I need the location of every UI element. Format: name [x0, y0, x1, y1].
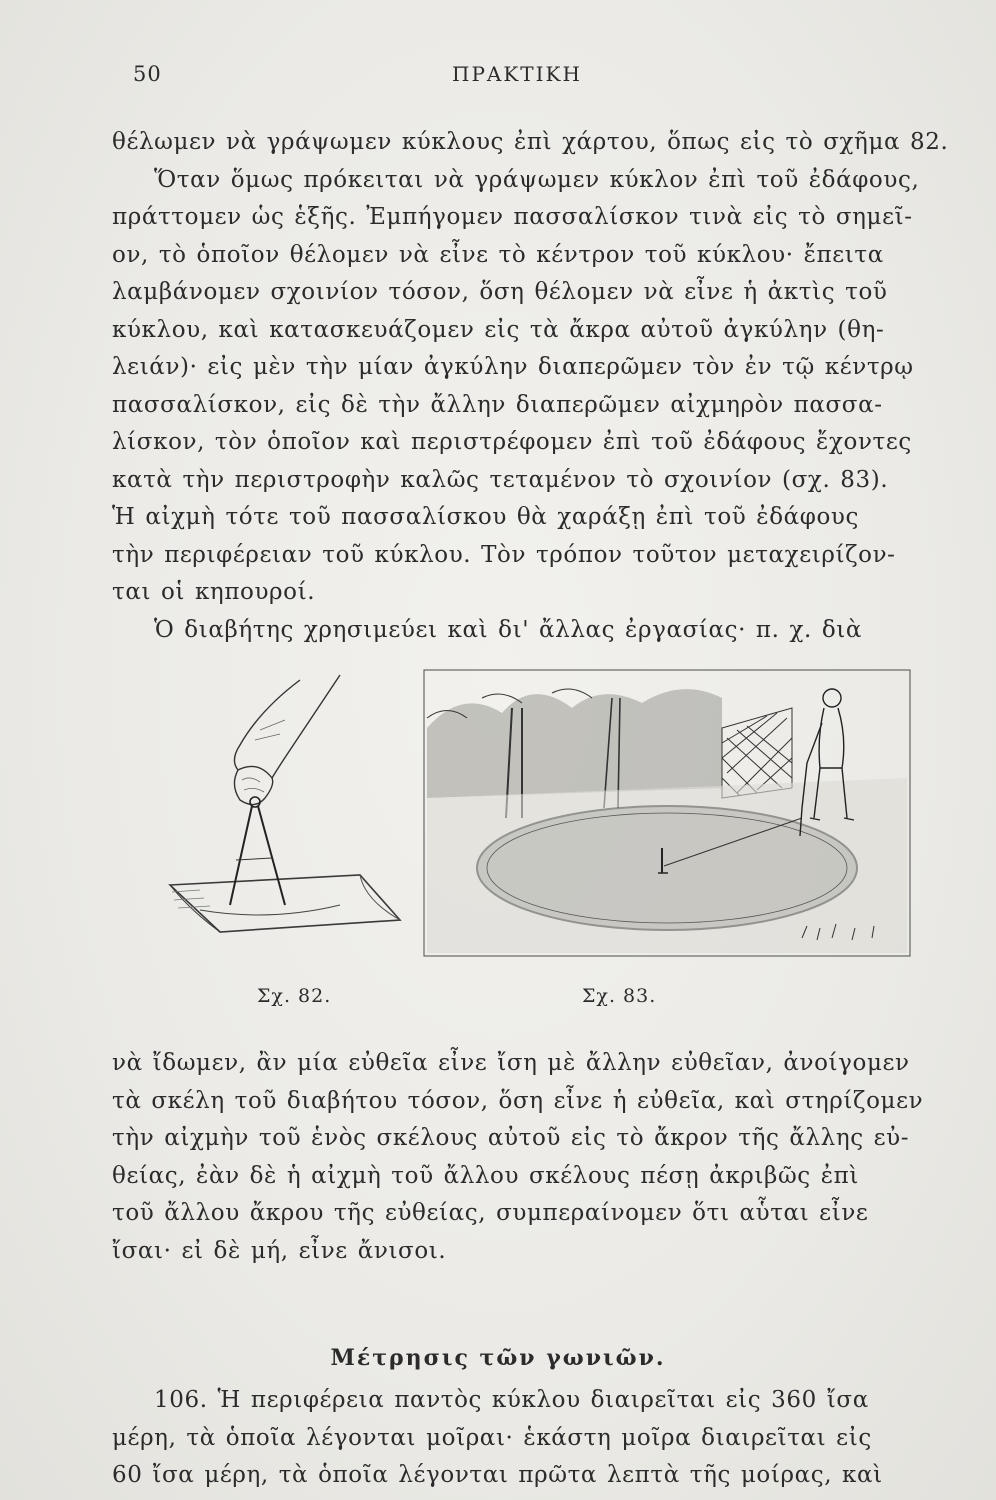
text-line: Ὅταν ὅμως πρόκειται νὰ γράψωμεν κύκλον ἐπὶ τοῦ ἐδάφους,	[154, 166, 920, 193]
text-line: νὰ ἴδωμεν, ἂν μία εὐθεῖα εἶνε ἴση μὲ ἄλλην εὐθεῖαν, ἀνοίγομεν	[112, 1050, 910, 1076]
figure-82-compass	[160, 660, 420, 960]
page-number: 50	[133, 62, 162, 86]
text-line: ἴσαι· εἰ δὲ μή, εἶνε ἄνισοι.	[112, 1237, 447, 1264]
text-line: λαμβάνομεν σχοινίον τόσον, ὅση θέλομεν νὰ εἶνε ἡ ἀκτὶς τοῦ	[112, 279, 888, 305]
text-line: 106. Ἡ περιφέρεια παντὸς κύκλου διαιρεῖται εἰς 360 ἴσα	[154, 1387, 869, 1413]
gardener-drawing	[422, 668, 912, 958]
text-line: ον, τὸ ὁποῖον θέλομεν νὰ εἶνε τὸ κέντρον τοῦ κύκλου· ἔπειτα	[112, 241, 884, 268]
text-line: λίσκον, τὸν ὁποῖον καὶ περιστρέφομεν ἐπὶ τοῦ ἐδάφους ἔχοντες	[112, 429, 912, 455]
running-title: ΠΡΑΚΤΙΚΗ	[452, 62, 582, 86]
text-line: Ὁ διαβήτης χρησιμεύει καὶ δι' ἄλλας ἐργασίας· π. χ. διὰ	[154, 616, 863, 643]
section-title: Μέτρησις τῶν γωνιῶν.	[330, 1345, 666, 1371]
text-line: λειάν)· εἰς μὲν τὴν μίαν ἀγκύλην διαπερῶμεν τὸν ἐν τῷ κέντρῳ	[112, 354, 914, 380]
paragraph-compass-circles	[112, 124, 952, 649]
text-line: Ἡ αἰχμὴ τότε τοῦ πασσαλίσκου θὰ χαράξῃ ἐπὶ τοῦ ἐδάφους	[112, 504, 859, 530]
paragraph-compare-lines	[112, 1045, 952, 1270]
text-line: κύκλου, καὶ κατασκευάζομεν εἰς τὰ ἄκρα αὐτοῦ ἀγκύλην (θη-	[112, 316, 885, 343]
text-line: τὰ σκέλη τοῦ διαβήτου τόσον, ὅση εἶνε ἡ εὐθεῖα, καὶ στηρίζομεν	[112, 1087, 924, 1114]
paragraph-angle-measurement	[112, 1382, 952, 1495]
text-line: τὴν αἰχμὴν τοῦ ἑνὸς σκέλους αὐτοῦ εἰς τὸ ἄκρον τῆς ἄλλης εὐ-	[112, 1125, 910, 1151]
text-line: τὴν περιφέρειαν τοῦ κύκλου. Τὸν τρόπον τοῦτον μεταχειρίζον-	[112, 541, 896, 568]
text-line: πασσαλίσκον, εἰς δὲ τὴν ἄλλην διαπερῶμεν αἰχμηρὸν πασσα-	[112, 391, 883, 418]
text-line: θείας, ἐὰν δὲ ἡ αἰχμὴ τοῦ ἄλλου σκέλους πέσῃ ἀκριβῶς ἐπὶ	[112, 1162, 859, 1189]
figure-83-caption: Σχ. 83.	[582, 985, 657, 1007]
figure-83-gardener	[422, 668, 912, 958]
text-line: ται οἱ κηπουροί.	[112, 579, 316, 605]
text-line: κατὰ τὴν περιστροφὴν καλῶς τεταμένον τὸ σχοινίον (σχ. 83).	[112, 466, 889, 493]
figures-row	[160, 660, 920, 1010]
compass-drawing	[160, 660, 420, 960]
text-line: μέρη, τὰ ὁποῖα λέγονται μοῖραι· ἑκάστη μοῖρα διαιρεῖται εἰς	[112, 1424, 872, 1451]
figure-82-caption: Σχ. 82.	[257, 985, 332, 1007]
text-line: 60 ἴσα μέρη, τὰ ὁποῖα λέγονται πρῶτα λεπτὰ τῆς μοίρας, καὶ	[112, 1462, 883, 1488]
text-line: πράττομεν ὡς ἑξῆς. Ἐμπήγομεν πασσαλίσκον τινὰ εἰς τὸ σημεῖ-	[112, 204, 913, 230]
text-line: τοῦ ἄλλου ἄκρου τῆς εὐθείας, συμπεραίνομεν ὅτι αὗται εἶνε	[112, 1200, 869, 1226]
text-line: θέλωμεν νὰ γράψωμεν κύκλους ἐπὶ χάρτου, ὅπως εἰς τὸ σχῆμα 82.	[112, 129, 949, 155]
page-header	[0, 62, 996, 98]
